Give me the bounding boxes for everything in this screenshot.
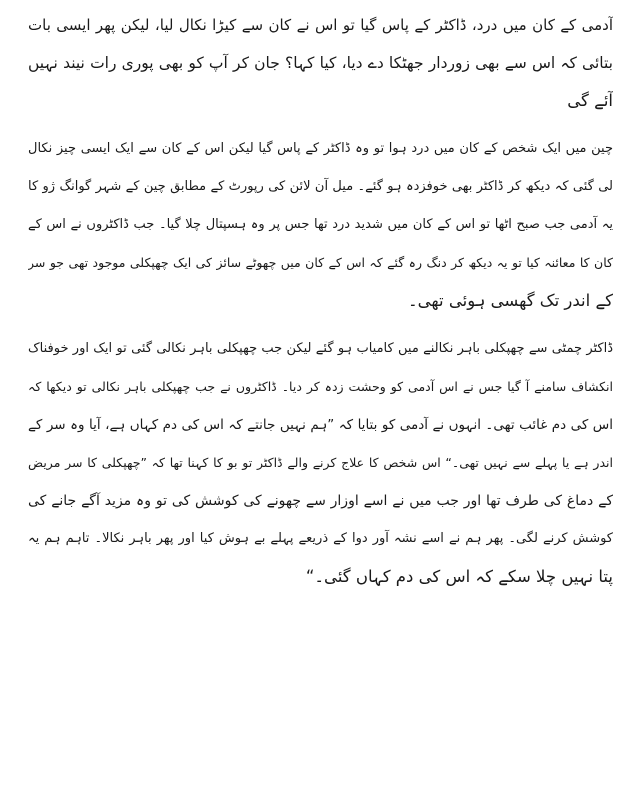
text-line: آئے گی (567, 91, 613, 110)
text-line: آدمی کے کان میں درد، ڈاکٹر کے پاس گیا تو اس نے کان سے کیڑا نکال لیا، لیکن پھر ایسی بات (28, 16, 613, 34)
text-line: ڈاکٹر چمٹی سے چھپکلی باہر نکالنے میں کامیاب ہو گئے لیکن جب چھپکلی باہر نکالی گئی تو ایک اور خوفناک (28, 341, 613, 356)
text-line: کے اندر تک گھسی ہوئی تھی۔ (407, 291, 613, 310)
paragraph-intro (28, 130, 613, 320)
text-line: لی گئی کہ دیکھ کر ڈاکٹر بھی خوفزدہ ہو گئے۔ میل آن لائن کی رپورٹ کے مطابق چین کے شہر گوانگ ژو کا (28, 179, 613, 194)
text-line: انکشاف سامنے آ گیا جس نے اس آدمی کو وحشت زدہ کر دیا۔ ڈاکٹروں نے جب چھپکلی باہر نکالی تو دیکھا کہ (28, 379, 613, 394)
text-line: اندر ہے یا پہلے سے نہیں تھی۔“ اس شخص کا علاج کرنے والے ڈاکٹر تو بو کا کہنا تھا کہ ”چھپکلی کا سر مریض (28, 455, 613, 470)
text-line: یہ آدمی جب صبح اٹھا تو اس کے کان میں شدید درد تھا جس پر وہ ہسپتال چلا گیا۔ جب ڈاکٹروں نے اس کے (28, 217, 613, 232)
text-line: کان کا معائنہ کیا تو یہ دیکھ کر دنگ رہ گئے کہ اس کے کان میں چھوٹے سائز کی ایک چھپکلی موجود تھی جو سر (28, 255, 613, 270)
text-line: کوشش کرنے لگی۔ پھر ہم نے اسے نشہ آور دوا کے ذریعے پہلے بے ہوش کیا اور پھر باہر نکالا۔ تاہم ہم یہ (28, 531, 613, 546)
text-line: اس کی دم غائب تھی۔ انہوں نے آدمی کو بتایا کہ ”ہم نہیں جانتے کہ اس کی دم کہاں ہے، آیا وہ سر کے (28, 417, 613, 433)
text-line: پتا نہیں چلا سکے کہ اس کی دم کہاں گئی۔“ (305, 567, 613, 586)
paragraph-details (28, 330, 613, 596)
text-line: چین میں ایک شخص کے کان میں درد ہوا تو وہ ڈاکٹر کے پاس گیا لیکن اس کے کان سے ایک ایسی چیز نکال (28, 141, 613, 156)
text-line: بتائی کہ اس سے بھی زوردار جھٹکا دے دیا، کیا کہا؟ جان کر آپ کو بھی پوری رات نیند نہیں (28, 54, 613, 72)
paragraph-headline (28, 6, 613, 120)
text-line: کے دماغ کی طرف تھا اور جب میں نے اسے اوزار سے چھونے کی کوشش کی تو وہ مزید آگے جانے کی (28, 493, 613, 509)
